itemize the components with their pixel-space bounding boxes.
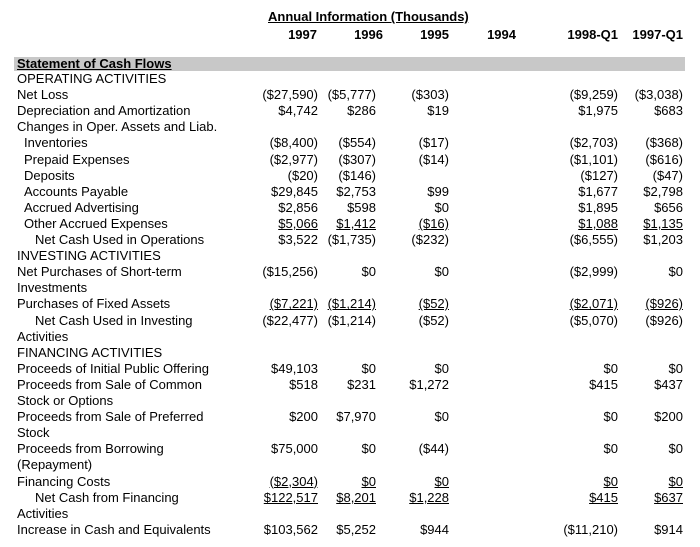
value-1998-q1: $0 <box>603 409 618 425</box>
year-1995: 1995 <box>420 27 449 42</box>
value-1998-q1: $1,677 <box>578 183 618 199</box>
table-row <box>0 490 700 506</box>
value-1998-q1: $1,895 <box>578 199 618 215</box>
table-row <box>0 103 700 119</box>
value-1997-q1: $1,203 <box>643 232 683 247</box>
table-row <box>0 457 700 473</box>
value-1996: ($146) <box>338 167 376 183</box>
value-1995: $1,228 <box>409 489 449 505</box>
row-label: Changes in Oper. Assets and Liab. <box>17 119 218 135</box>
value-1996: ($554) <box>338 135 376 151</box>
value-1997-q1: $914 <box>654 521 683 537</box>
value-1997-q1: $437 <box>654 376 683 392</box>
value-1997: ($2,977) <box>269 151 318 167</box>
value-1997: ($15,256) <box>262 264 318 280</box>
table-row <box>0 248 700 264</box>
row-label: Net Loss <box>17 87 69 103</box>
row-label: Other Accrued Expenses <box>24 215 168 231</box>
row-label: Accounts Payable <box>24 183 129 199</box>
table-row <box>0 345 700 361</box>
value-1996: ($1,214) <box>327 296 376 312</box>
row-label: Net Cash from Financing <box>35 489 179 505</box>
value-1997-q1: ($368) <box>645 135 683 151</box>
year-1998-q1: 1998-Q1 <box>567 27 618 42</box>
table-row <box>0 280 700 296</box>
value-1997-q1: $1,135 <box>643 215 683 231</box>
value-1995: ($44) <box>418 441 449 457</box>
table-row <box>0 522 700 538</box>
value-1997: ($7,221) <box>269 296 318 312</box>
value-1996: $8,201 <box>336 489 376 505</box>
value-1998-q1: $1,975 <box>578 103 618 119</box>
value-1997-q1: ($926) <box>645 312 683 328</box>
value-1996: $598 <box>347 199 376 215</box>
value-1996: $7,970 <box>336 409 376 425</box>
table-row <box>0 87 700 103</box>
value-1996: $286 <box>347 103 376 119</box>
row-label: Activities <box>17 328 69 344</box>
table-row <box>0 216 700 232</box>
value-1997-q1: $683 <box>654 103 683 119</box>
year-1996: 1996 <box>354 27 383 42</box>
table-row <box>0 71 700 87</box>
row-label: Prepaid Expenses <box>24 151 130 167</box>
value-1995: $0 <box>434 264 449 280</box>
value-1996: $0 <box>361 473 376 489</box>
value-1997: $200 <box>289 409 318 425</box>
table-row <box>0 168 700 184</box>
value-1998-q1: ($9,259) <box>569 87 618 103</box>
value-1995: $99 <box>427 183 449 199</box>
value-1996: ($1,735) <box>327 232 376 247</box>
value-1998-q1: ($2,703) <box>569 135 618 151</box>
value-1997-q1: $0 <box>668 360 683 376</box>
value-1995: ($16) <box>418 215 449 231</box>
table-row <box>0 296 700 312</box>
value-1995: ($303) <box>411 87 449 103</box>
value-1996: $2,753 <box>336 183 376 199</box>
table-row <box>0 264 700 280</box>
value-1998-q1: ($6,555) <box>569 232 618 247</box>
table-row <box>0 441 700 457</box>
value-1996: ($5,777) <box>327 87 376 103</box>
value-1997: $2,856 <box>278 199 318 215</box>
row-label: Inventories <box>24 135 88 151</box>
table-row <box>0 425 700 441</box>
table-row <box>0 200 700 216</box>
value-1996: $0 <box>361 441 376 457</box>
table-row <box>0 361 700 377</box>
value-1998-q1: $0 <box>603 441 618 457</box>
row-label: Proceeds from Sale of Preferred <box>17 409 204 425</box>
row-label: Net Cash Used in Operations <box>35 232 205 247</box>
value-1996: $231 <box>347 376 376 392</box>
row-label: Financing Costs <box>17 473 111 489</box>
row-label: Investments <box>17 280 88 296</box>
table-row <box>0 152 700 168</box>
row-label: Net Cash Used in Investing <box>35 312 193 328</box>
section-title: Statement of Cash Flows <box>17 56 172 71</box>
value-1995: ($52) <box>418 296 449 312</box>
value-1997-q1: $0 <box>668 264 683 280</box>
row-label: (Repayment) <box>17 457 93 473</box>
value-1997-q1: $200 <box>654 409 683 425</box>
row-label: OPERATING ACTIVITIES <box>17 71 167 86</box>
table-row <box>0 329 700 345</box>
value-1997: ($20) <box>287 167 318 183</box>
row-label: Accrued Advertising <box>24 199 139 215</box>
value-1998-q1: ($2,999) <box>569 264 618 280</box>
value-1997: ($2,304) <box>269 473 318 489</box>
table-row <box>0 393 700 409</box>
value-1997: $122,517 <box>263 489 318 505</box>
table-row <box>0 506 700 522</box>
value-1995: ($17) <box>418 135 449 151</box>
row-label: FINANCING ACTIVITIES <box>17 344 163 360</box>
value-1998-q1: $1,088 <box>578 215 618 231</box>
year-1997: 1997 <box>288 27 317 42</box>
value-1995: ($52) <box>418 312 449 328</box>
value-1998-q1: ($127) <box>580 167 618 183</box>
value-1995: $0 <box>434 360 449 376</box>
row-label: Net Purchases of Short-term <box>17 264 182 280</box>
value-1998-q1: ($11,210) <box>563 521 618 537</box>
value-1997: $518 <box>289 376 318 392</box>
value-1996: $1,412 <box>336 215 376 231</box>
value-1995: $0 <box>434 409 449 425</box>
row-label: Proceeds of Initial Public Offering <box>17 360 209 376</box>
value-1996: ($1,214) <box>327 312 376 328</box>
value-1997-q1: ($47) <box>652 167 683 183</box>
row-label: Purchases of Fixed Assets <box>17 296 171 312</box>
value-1997-q1: ($3,038) <box>634 87 683 103</box>
table-row <box>0 474 700 490</box>
value-1997-q1: $0 <box>668 473 683 489</box>
value-1996: $0 <box>361 264 376 280</box>
value-1995: $944 <box>420 521 449 537</box>
value-1996: ($307) <box>338 151 376 167</box>
table-row <box>0 184 700 200</box>
value-1997-q1: $656 <box>654 199 683 215</box>
value-1995: $0 <box>434 473 449 489</box>
value-1997: $103,562 <box>263 521 318 537</box>
value-1995: $0 <box>434 199 449 215</box>
value-1998-q1: ($1,101) <box>569 151 618 167</box>
row-label: Stock <box>17 425 50 441</box>
table-row <box>0 377 700 393</box>
table-row <box>0 313 700 329</box>
value-1997: $5,066 <box>278 215 318 231</box>
value-1997: $29,845 <box>271 183 318 199</box>
value-1996: $5,252 <box>336 521 376 537</box>
value-1997-q1: ($926) <box>645 296 683 312</box>
value-1997: ($22,477) <box>262 312 318 328</box>
value-1998-q1: ($5,070) <box>569 312 618 328</box>
value-1997: $3,522 <box>278 232 318 247</box>
row-label: Proceeds from Sale of Common <box>17 376 202 392</box>
row-label: Depreciation and Amortization <box>17 103 191 119</box>
row-label: Activities <box>17 505 69 521</box>
value-1998-q1: ($2,071) <box>569 296 618 312</box>
value-1998-q1: $0 <box>603 473 618 489</box>
row-label: INVESTING ACTIVITIES <box>17 248 161 264</box>
row-label: Proceeds from Borrowing <box>17 441 164 457</box>
header-title: Annual Information (Thousands) <box>268 9 469 24</box>
table-row <box>0 409 700 425</box>
year-1997-q1: 1997-Q1 <box>632 27 683 42</box>
value-1997-q1: $2,798 <box>643 183 683 199</box>
table-row <box>0 232 700 248</box>
value-1997: ($27,590) <box>262 87 318 103</box>
value-1996: $0 <box>361 360 376 376</box>
value-1997: $75,000 <box>271 441 318 457</box>
value-1995: ($232) <box>411 232 449 247</box>
table-row <box>0 135 700 151</box>
value-1995: $1,272 <box>409 376 449 392</box>
value-1997: $4,742 <box>278 103 318 119</box>
value-1998-q1: $0 <box>603 360 618 376</box>
value-1997-q1: ($616) <box>645 151 683 167</box>
row-label: Stock or Options <box>17 393 114 408</box>
value-1997: ($8,400) <box>269 135 318 151</box>
value-1995: $19 <box>427 103 449 119</box>
value-1998-q1: $415 <box>589 489 618 505</box>
year-1994: 1994 <box>487 27 516 42</box>
value-1997-q1: $0 <box>668 441 683 457</box>
value-1998-q1: $415 <box>589 376 618 392</box>
row-label: Increase in Cash and Equivalents <box>17 521 211 537</box>
value-1997-q1: $637 <box>654 489 683 505</box>
row-label: Deposits <box>24 167 75 183</box>
value-1997: $49,103 <box>271 360 318 376</box>
value-1995: ($14) <box>418 151 449 167</box>
table-row <box>0 119 700 135</box>
